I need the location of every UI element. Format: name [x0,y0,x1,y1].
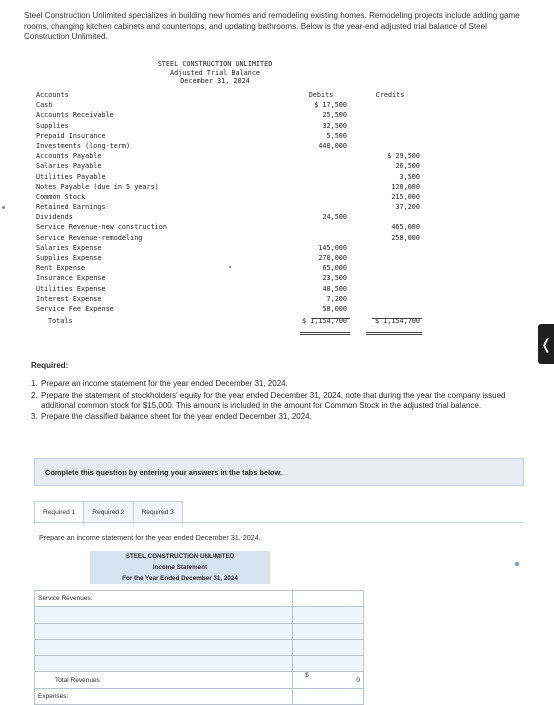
tb-account: Rent Expense [36,264,86,273]
tb-debit: 32,500 [322,121,347,130]
tb-debit: 25,500 [322,111,347,120]
is-amount-input[interactable] [293,624,363,639]
tb-account: Prepaid Insurance [36,131,106,140]
tb-total-credit: $ 1,154,700 [374,317,420,326]
is-row-input[interactable] [34,655,364,671]
tb-credit [360,141,420,151]
tb-credit: 215,000 [391,192,420,201]
tb-credit [360,110,420,120]
tb-account: Common Stock [36,192,86,201]
income-statement-header [90,551,270,584]
tb-totals-label: Totals [48,317,73,326]
is-title: Income Statement [90,562,270,573]
tb-col-credits: Credits [375,91,405,99]
income-statement-grid [34,590,364,705]
trial-balance-credits [360,90,420,326]
stray-dot [229,266,231,268]
is-label: Total Revenues [35,672,293,687]
tb-debit: 5,500 [326,131,347,140]
tb-account: Service Revenue-remodeling [36,233,143,242]
tb-account: Accounts Receivable [36,111,114,120]
tb-debit: 270,000 [318,254,347,262]
tb-debit [295,182,347,192]
is-row-expenses [34,688,364,705]
tb-debit: 24,500 [322,213,347,222]
tb-credit: $ 29,500 [387,152,420,161]
is-row-service-revenues [34,590,364,606]
tb-debit-total-double-rule [300,332,350,335]
tb-debit [295,161,347,171]
tb-col-accounts: Accounts [36,91,69,99]
required-tabs [34,501,182,523]
tb-debit [295,233,347,243]
is-row-input[interactable] [34,623,364,639]
tab-required-3[interactable]: Required 3 [133,501,183,524]
tb-credit: 465,000 [391,223,420,232]
tb-debit: 65,000 [322,264,347,273]
tb-debit: 440,000 [318,141,347,150]
collapse-arrow-icon[interactable]: ❬ [538,324,554,364]
tb-account: Service Fee Expense [36,304,114,313]
tb-account: Supplies Expense [36,254,102,262]
tb-debit [295,192,347,202]
is-company: STEEL CONSTRUCTION UNLIMITED [90,551,270,562]
tb-account: Investments (long-term) [36,141,131,150]
trial-balance-debits [295,90,347,326]
cursor-dot [515,562,519,566]
tb-account: Insurance Expense [36,274,106,283]
tb-debit: 145,000 [318,243,347,252]
required-list [31,379,521,422]
tb-account: Utilities Payable [36,172,106,181]
tb-debit-subtotal-rule [312,318,350,319]
tb-debit: 7,200 [326,294,347,303]
tb-credit-subtotal-rule [372,318,422,319]
is-amount-input[interactable] [293,607,363,622]
tb-credit: 3,500 [399,172,420,181]
tb-credit [360,212,420,222]
tb-account: Interest Expense [36,294,102,303]
trial-balance-accounts [36,90,167,326]
tb-account: Supplies [36,121,69,130]
problem-intro: Steel Construction Unlimited specializes in building new homes and remodeling existing homes. Remodeling projects include adding game rooms, changing kitchen cabinets and countertops, and updating bathrooms. Below is the year-end adjusted trial balance of Steel Construction Unlimited. [24,11,520,42]
is-amount-input[interactable] [293,656,363,671]
tb-date: December 31, 2024 [180,77,250,86]
tb-account: Utilities Expense [36,284,106,293]
tb-debit [295,202,347,212]
tb-credit: 26,500 [395,162,420,171]
tb-debit: 23,500 [322,274,347,283]
tb-credit [360,100,420,110]
is-account-input[interactable] [35,624,293,639]
tb-total-debit: $ 1,154,700 [301,317,347,326]
is-account-input[interactable] [35,607,293,622]
tb-debit [295,222,347,232]
required-item: 1. Prepare an income statement for the year ended December 31, 2024. [31,379,288,389]
tb-col-debits: Debits [308,91,334,99]
required-title: Required: [31,361,69,370]
is-account-input[interactable] [35,656,293,671]
tb-debit: 58,000 [322,304,347,313]
tb-credit [360,131,420,141]
tb-credit [360,263,420,273]
tb-account: Notes Payable (due in 5 years) [36,182,159,191]
is-row-total-revenues [34,671,364,687]
tb-credit [360,294,420,304]
tb-account: Salaries Expense [36,243,102,252]
instructions-banner: Complete this question by entering your answers in the tabs below. [34,458,524,486]
required-item: 3. Prepare the classified balance sheet for the year ended December 31, 2024. [31,412,312,422]
required-section [31,361,521,423]
panel-prompt: Prepare an income statement for the year ended December 31, 2024. [39,533,261,542]
is-row-input[interactable] [34,606,364,622]
is-label: Expenses: [35,689,293,704]
tb-credit [360,243,420,253]
tb-title: Adjusted Trial Balance [169,68,261,77]
tb-credit [360,253,420,263]
is-period: For the Year Ended December 31, 2024 [90,573,270,584]
tb-credit [360,121,420,131]
tb-account: Accounts Payable [36,152,102,161]
tb-account: Salaries Payable [36,162,102,171]
tb-account: Dividends [36,213,73,222]
tb-debit [295,172,347,182]
tb-account: Cash [36,101,53,110]
is-label: Service Revenues: [35,591,293,606]
is-row-input[interactable] [34,639,364,655]
is-amount-input[interactable] [293,640,363,655]
is-total-revenues-value: 0 [356,676,360,684]
is-value-cell [293,689,363,704]
tb-account: Service Revenue-new construction [36,223,167,232]
tb-debit: 40,500 [322,284,347,293]
tb-credit [360,284,420,294]
tb-credit: 258,000 [391,233,420,242]
tab-required-2[interactable]: Required 2 [83,501,133,524]
tb-credit-total-double-rule [366,332,422,335]
tb-company: STEEL CONSTRUCTION UNLIMITED [157,60,273,68]
tb-credit [360,304,420,314]
is-total-currency: $ [305,672,309,680]
required-item: 2. Prepare the statement of stockholders' equity for the year ended December 31, 2024, note that during the year the company issued additional common stock for $15,000. This amount is included in the amount for Common Stock in the adjusted trial balance. [31,390,506,410]
tb-debit [295,151,347,161]
tb-credit: 37,200 [395,203,420,212]
tb-account: Retained Earnings [36,203,106,212]
tb-debit: $ 17,500 [314,101,347,110]
tab-required-1[interactable]: Required 1 [34,501,84,525]
is-value-cell [293,591,363,606]
tb-credit [360,273,420,283]
tb-credit: 120,000 [391,182,420,191]
margin-dot [2,206,5,209]
trial-balance-header [150,60,280,86]
is-account-input[interactable] [35,640,293,655]
